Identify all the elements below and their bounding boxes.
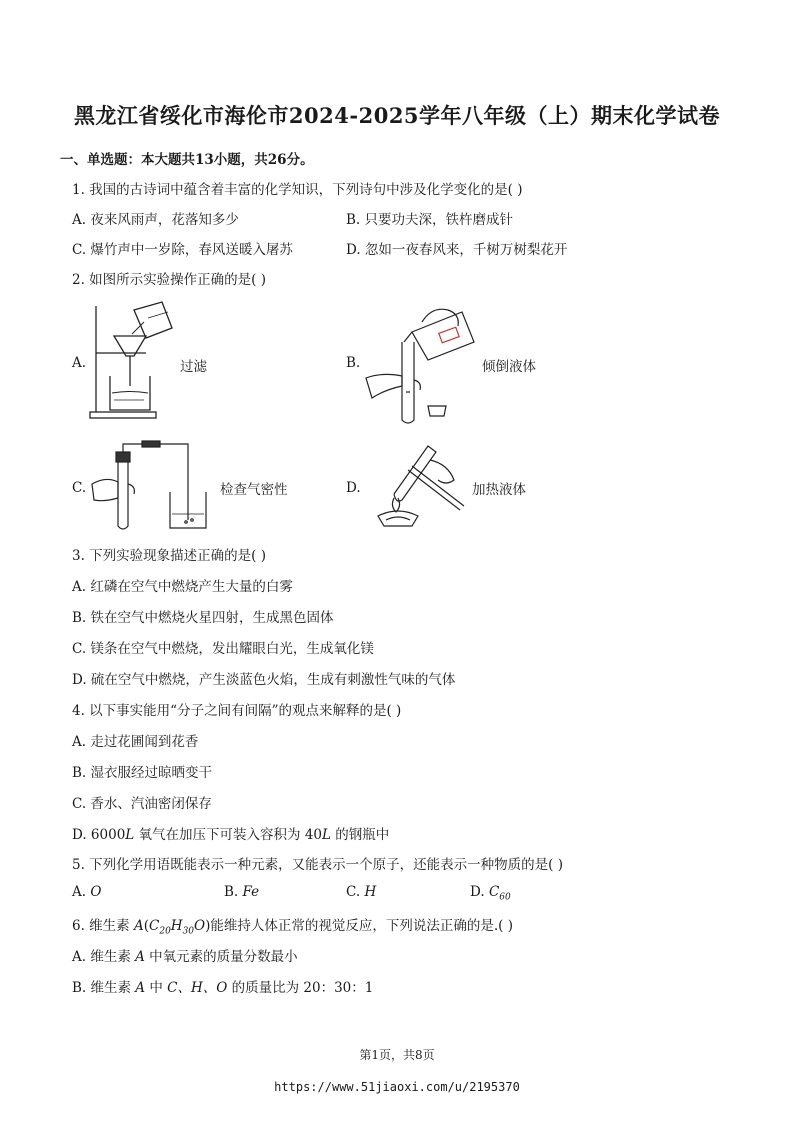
q3-option-c: C. 镁条在空气中燃烧，发出耀眼白光，生成氧化镁 [72, 641, 374, 657]
q4-option-b: B. 湿衣服经过晾晒变干 [72, 765, 213, 781]
airtightness-check-figure [90, 440, 210, 532]
heating-liquid-figure [364, 440, 472, 532]
question-2-stem: 2. 如图所示实验操作正确的是( ) [72, 272, 266, 288]
q3-option-d: D. 硫在空气中燃烧，产生淡蓝色火焰，生成有刺激性气味的气体 [72, 672, 456, 688]
q1-option-a: A. 夜来风雨声，花落知多少 [72, 212, 239, 228]
q5-option-d: D. $C_{60}$ [470, 884, 511, 903]
q5-option-a: A. O [72, 884, 102, 900]
q2-option-a-caption: 过滤 [180, 359, 207, 375]
question-1-stem: 1. 我国的古诗词中蕴含着丰富的化学知识，下列诗句中涉及化学变化的是( ) [72, 182, 523, 198]
filtration-apparatus-figure [88, 298, 178, 423]
watermark-url: https://www.51jiaoxi.com/u/2195370 [274, 1080, 520, 1094]
q1-option-d: D. 忽如一夜春风来，千树万树梨花开 [346, 242, 568, 258]
q4-option-a: A. 走过花圃闻到花香 [72, 734, 199, 750]
q3-option-b: B. 铁在空气中燃烧火星四射，生成黑色固体 [72, 610, 334, 626]
q2-option-c-letter: C. [72, 480, 87, 496]
q1-option-c: C. 爆竹声中一岁除，春风送暖入屠苏 [72, 242, 293, 258]
q6-option-b: B. 维生素 A 中 C、H、O 的质量比为 20：30：1 [72, 980, 374, 996]
question-4-stem: 4. 以下事实能用“分子之间有间隔”的观点来解释的是( ) [72, 703, 402, 719]
section-heading: 一、单选题：本大题共13小题，共26分。 [60, 152, 314, 168]
q2-option-d-caption: 加热液体 [472, 482, 526, 498]
q2-option-c-caption: 检查气密性 [220, 482, 288, 498]
q5-option-b: B. Fe [224, 884, 260, 900]
question-6-stem: 6. 维生素 $A(C_{20}H_{30}O)$能维持人体正常的视觉反应，下列说法正确的是.( ) [72, 918, 514, 937]
page-title: 黑龙江省绥化市海伦市2024-2025学年八年级（上）期末化学试卷 [73, 103, 721, 128]
q4-option-d: D. 6000L 氧气在加压下可装入容积为 40L 的钢瓶中 [72, 827, 390, 843]
q2-option-b-caption: 倾倒液体 [482, 359, 536, 375]
q1-option-b: B. 只要功夫深，铁杵磨成针 [346, 212, 514, 228]
q2-option-d-letter: D. [346, 480, 361, 496]
question-3-stem: 3. 下列实验现象描述正确的是( ) [72, 548, 266, 564]
q3-option-a: A. 红磷在空气中燃烧产生大量的白雾 [72, 579, 293, 595]
q4-option-c: C. 香水、汽油密闭保存 [72, 796, 212, 812]
q5-option-c: C. H [346, 884, 377, 900]
q2-option-b-letter: B. [346, 355, 361, 371]
q2-option-a-letter: A. [72, 355, 87, 371]
pouring-liquid-figure [362, 302, 482, 427]
question-5-stem: 5. 下列化学用语既能表示一种元素，又能表示一个原子，还能表示一种物质的是( ) [72, 857, 563, 873]
q6-option-a: A. 维生素 A 中氧元素的质量分数最小 [72, 949, 298, 965]
page-footer: 第1页，共8页 [359, 1048, 435, 1062]
